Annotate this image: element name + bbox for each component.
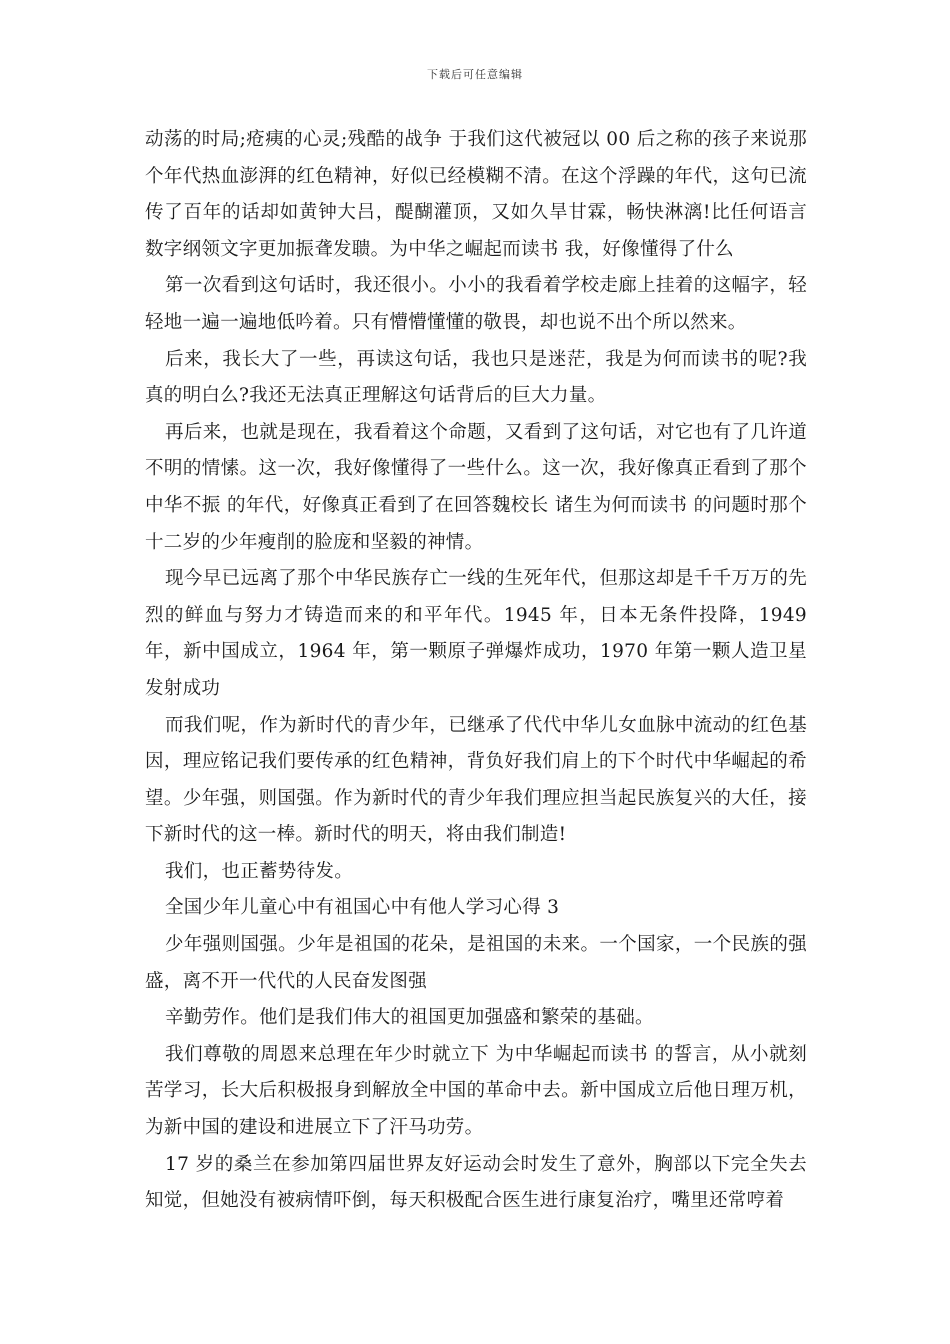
- paragraph-11: 我们尊敬的周恩来总理在年少时就立下 为中华崛起而读书 的誓言，从小就刻苦学习，长大后积极报身到解放全中国的革命中去。新中国成立后他日理万机，为新中国的建设和进展立下了汗马功劳。: [145, 1043, 807, 1139]
- paragraph-7: 我们，也正蓄势待发。: [165, 860, 354, 882]
- paragraph-1: 动荡的时局;疮痍的心灵;残酷的战争 于我们这代被冠以 00 后之称的孩子来说那个年代热血澎湃的红色精神，好似已经模糊不清。在这个浮躁的年代，这句已流传了百年的话却如黄钟大吕，醍醐灌顶，又如久旱甘霖，畅快淋漓!比任何语言数字纲领文字更加振聋发聩。为中华之崛起而读书 我，好像懂得了什么: [145, 129, 807, 260]
- document-body: [145, 122, 807, 1220]
- paragraph-6: 而我们呢，作为新时代的青少年，已继承了代代中华儿女血脉中流动的红色基因，理应铭记我们要传承的红色精神，背负好我们肩上的下个时代中华崛起的希望。少年强，则国强。作为新时代的青少年我们理应担当起民族复兴的大任，接下新时代的这一棒。新时代的明天，将由我们制造!: [145, 714, 807, 846]
- paragraph-12: 17 岁的桑兰在参加第四届世界友好运动会时发生了意外，胸部以下完全失去知觉，但她没有被病情吓倒，每天积极配合医生进行康复治疗，嘴里还常哼着: [145, 1153, 807, 1212]
- paragraph-2: 第一次看到这句话时，我还很小。小小的我看着学校走廊上挂着的这幅字，轻轻地一遍一遍地低吟着。只有懵懵懂懂的敬畏，却也说不出个所以然来。: [145, 275, 807, 333]
- paragraph-3: 后来，我长大了一些，再读这句话，我也只是迷茫，我是为何而读书的呢?我真的明白么?我还无法真正理解这句话背后的巨大力量。: [145, 348, 807, 407]
- page-header-note: 下载后可任意编辑: [427, 68, 523, 81]
- paragraph-5: 现今早已远离了那个中华民族存亡一线的生死年代，但那这却是千千万万的先烈的鲜血与努力才铸造而来的和平年代。1945 年，日本无条件投降，1949 年，新中国成立，1964 年，第一颗原子弹爆炸成功，1970 年第一颗人造卫星发射成功: [145, 568, 807, 699]
- section-heading: 全国少年儿童心中有祖国心中有他人学习心得 3: [165, 897, 560, 919]
- paragraph-4: 再后来，也就是现在，我看着这个命题，又看到了这句话，对它也有了几许道不明的情愫。这一次，我好像懂得了一些什么。这一次，我好像真正看到了那个 中华不振 的年代，好像真正看到了在回答魏校长 诸生为何而读书 的问题时那个十二岁的少年瘦削的脸庞和坚毅的神情。: [145, 421, 807, 553]
- paragraph-9: 少年强则国强。少年是祖国的花朵，是祖国的未来。一个国家，一个民族的强盛，离不开一代代的人民奋发图强: [145, 934, 807, 992]
- paragraph-10: 辛勤劳作。他们是我们伟大的祖国更加强盛和繁荣的基础。: [165, 1007, 654, 1029]
